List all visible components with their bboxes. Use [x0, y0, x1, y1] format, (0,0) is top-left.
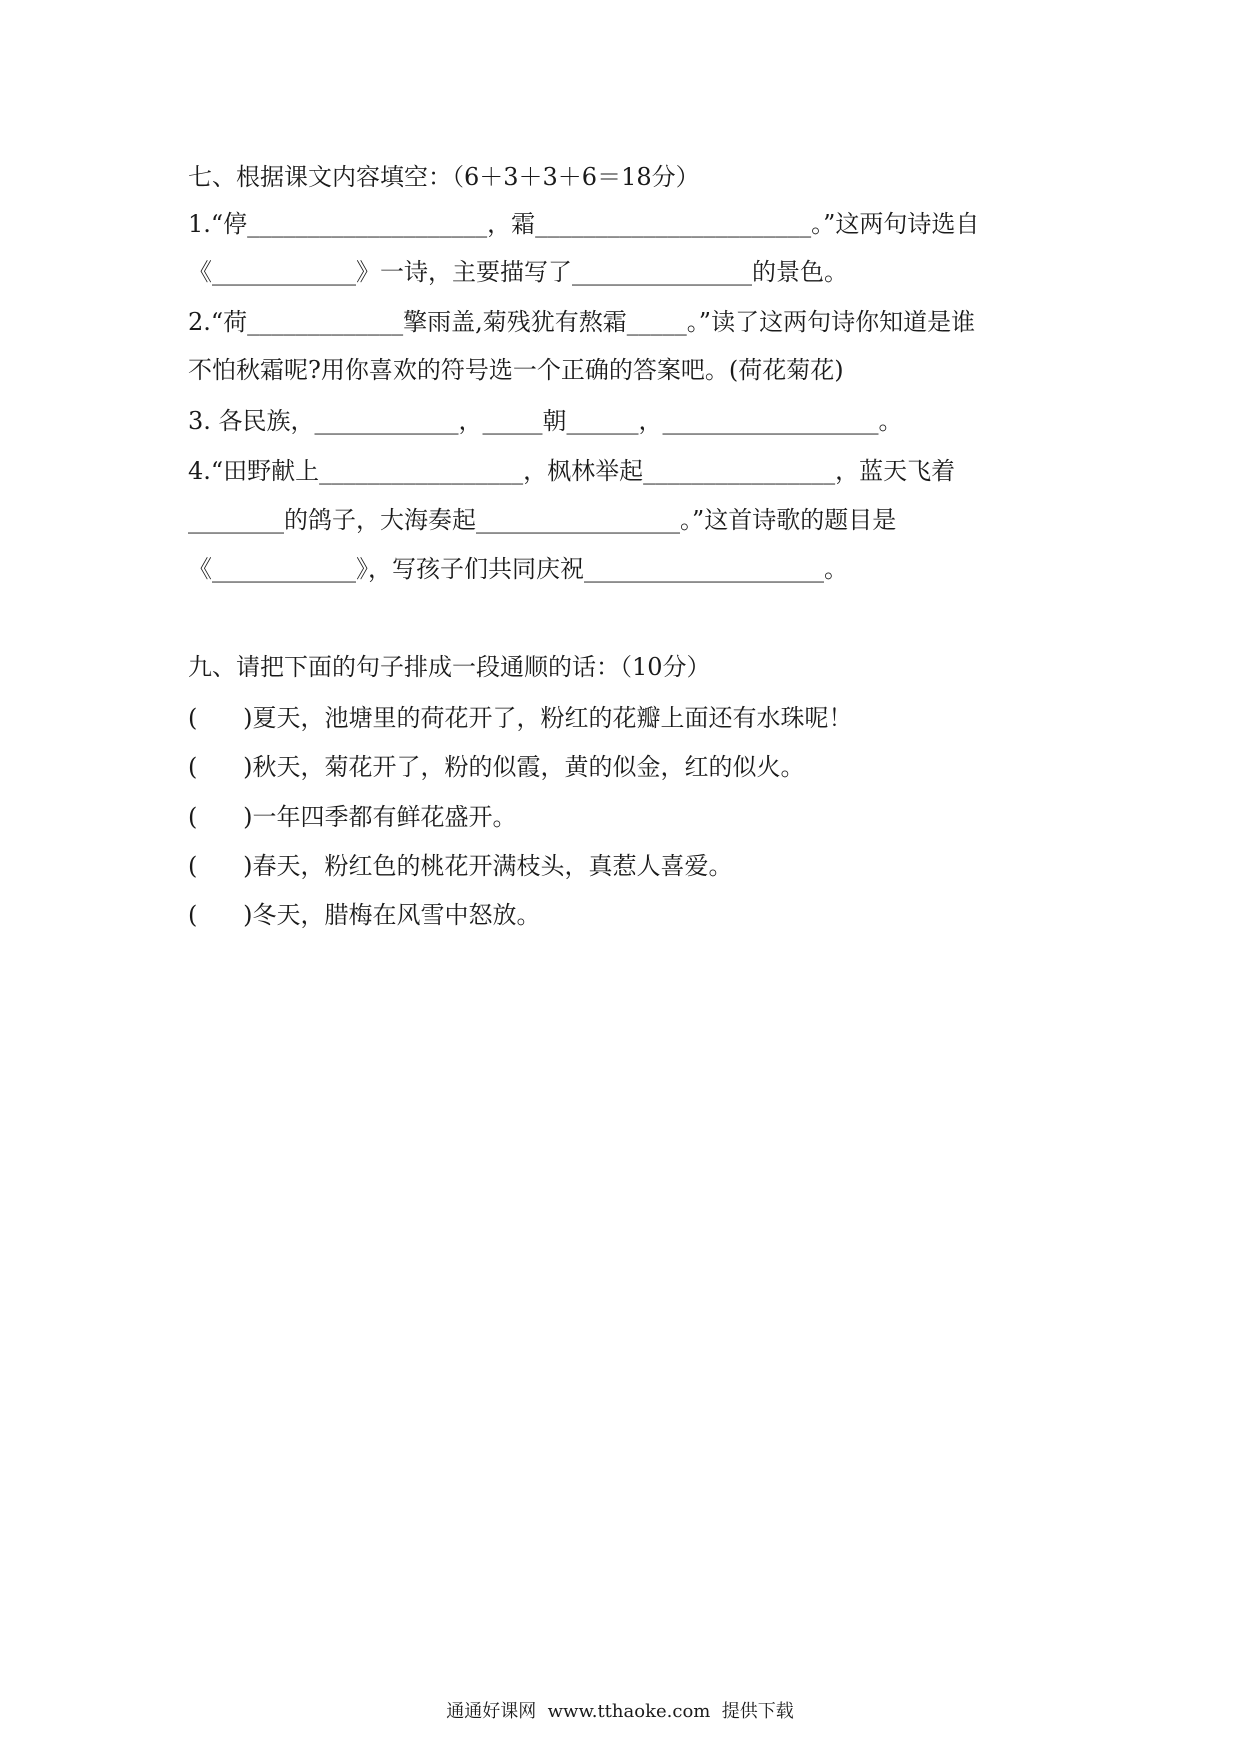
question-2-line-2: 不怕秋霜呢?用你喜欢的符号选一个正确的答案吧。(荷花菊花) [188, 356, 844, 384]
question-1-line-2: 《____________》一诗，主要描写了_______________的景色。 [188, 258, 848, 286]
section7-heading: 七、根据课文内容填空：（6＋3＋3＋6＝18分） [188, 163, 700, 191]
ordering-item: ( )冬天，腊梅在风雪中怒放。 [188, 901, 541, 929]
footer-credit: 通通好课网 www.tthaoke.com 提供下载 [446, 1701, 794, 1722]
ordering-item: ( )春天，粉红色的桃花开满枝头，真惹人喜爱。 [188, 852, 733, 880]
question-3: 3. 各民族，____________，_____朝______，__________________。 [188, 407, 903, 435]
question-1-line-1: 1.“停____________________，霜_______________________。”这两句诗选自 [188, 210, 980, 238]
ordering-item: ( )秋天，菊花开了，粉的似霞，黄的似金，红的似火。 [188, 753, 805, 781]
question-4-line-2: ________的鸽子，大海奏起_________________。”这首诗歌的题目是 [188, 506, 897, 534]
question-4-line-1: 4.“田野献上_________________，枫林举起________________，蓝天飞着 [188, 457, 956, 485]
section9-heading: 九、请把下面的句子排成一段通顺的话：（10分） [188, 653, 711, 681]
ordering-item: ( )夏天，池塘里的荷花开了，粉红的花瓣上面还有水珠呢！ [188, 704, 853, 732]
question-2-line-1: 2.“荷_____________擎雨盖,菊残犹有熬霜_____。”读了这两句诗你知道是谁 [188, 308, 976, 336]
question-4-line-3: 《____________》，写孩子们共同庆祝____________________。 [188, 555, 848, 583]
ordering-item: ( )一年四季都有鲜花盛开。 [188, 803, 517, 831]
